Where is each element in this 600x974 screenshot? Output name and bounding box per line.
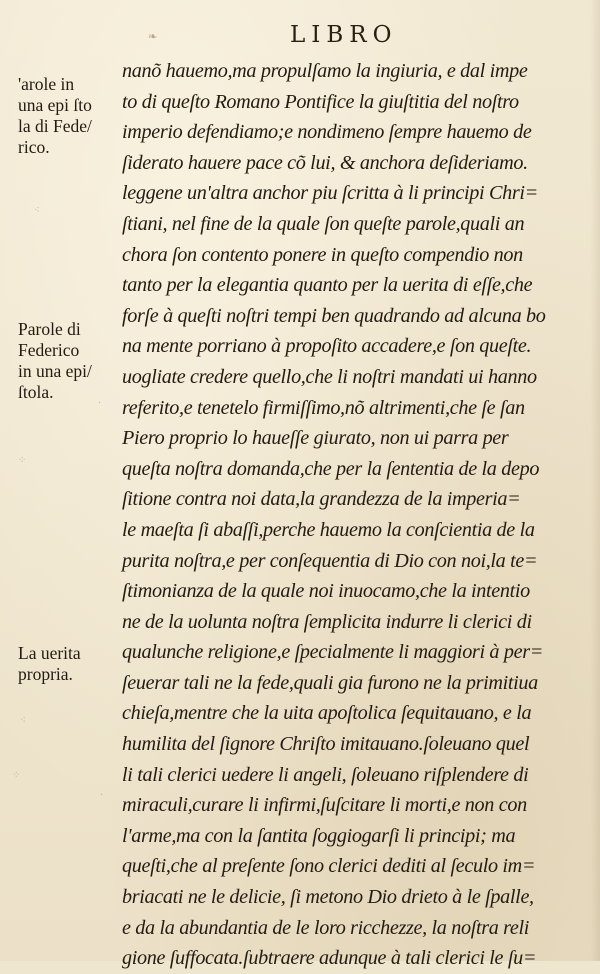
marginal-note-1 xyxy=(18,74,92,158)
ink-speck-icon: · xyxy=(98,398,102,409)
ink-speck-icon: ⁖ xyxy=(34,205,40,216)
text-line: queſta noſtra domanda,che per la ſententia de la depo xyxy=(122,457,540,480)
text-line: ne de la uolunta noſtra ſemplicita indurre li clerici di xyxy=(122,610,532,633)
main-text-block xyxy=(122,56,562,974)
text-line: chora ſon contento ponere in queſto compendio non xyxy=(122,243,523,266)
marginal-note-line: la di Fede/ xyxy=(18,116,92,136)
text-line: ſitione contra noi data,la grandezza de la imperia= xyxy=(122,488,521,511)
marginal-note-line: in una epi/ xyxy=(18,361,92,381)
marginal-note-line: Parole di xyxy=(18,319,81,339)
ink-speck-icon: ⁖ xyxy=(20,715,26,726)
marginal-note-2 xyxy=(18,319,92,403)
text-line: ſeuerar tali ne la fede,quali gia furono ne la primitiua xyxy=(122,671,538,694)
text-line: Piero proprio lo haueſſe giurato, non ui parra per xyxy=(122,427,509,450)
ink-speck-icon: ⁘ xyxy=(12,770,21,781)
text-line: queſti,che al preſente ſono clerici dediti al ſeculo im= xyxy=(122,855,536,878)
text-line: le maeſta ſi abaſſi,perche hauemo la conſcientia de la xyxy=(122,518,535,541)
text-line: gione ſuffocata.ſubtraere adunque à tali clerici le ſu= xyxy=(122,947,537,970)
ink-speck-icon: · xyxy=(100,790,104,801)
text-line: ſtimonianza de la quale noi inuocamo,che la intentio xyxy=(122,580,530,603)
text-line: referito,e tenetelo firmiſſimo,nõ altrimenti,che ſe ſan xyxy=(122,396,525,419)
head-ornament-icon: ❧ xyxy=(148,30,158,43)
text-line: forſe à queſti noſtri tempi ben quadrando ad alcuna bo xyxy=(122,304,546,327)
text-line: purita noſtra,e per conſequentia di Dio con noi,la te= xyxy=(122,549,538,572)
marginal-note-line: Federico xyxy=(18,340,80,360)
ink-speck-icon: ⁘ xyxy=(18,455,27,466)
text-line: ſtiani, nel fine de la quale ſon queſte parole,quali an xyxy=(122,212,525,235)
text-line: imperio defendiamo;e nondimeno ſempre hauemo de xyxy=(122,121,532,144)
marginal-note-line: ſtola. xyxy=(18,382,54,402)
marginal-note-line: La uerita xyxy=(18,643,81,663)
running-head: LIBRO xyxy=(290,22,398,48)
text-line: qualunche religione,e ſpecialmente li maggiori à per= xyxy=(122,641,543,664)
text-line: ſiderato hauere pace cõ lui, & anchora deſideriamo. xyxy=(122,151,528,174)
marginal-note-line: una epi ſto xyxy=(18,95,92,115)
text-line: uogliate credere quello,che li noſtri mandati ui hanno xyxy=(122,365,537,388)
marginal-note-line: rico. xyxy=(18,137,50,157)
text-line: e da la abundantia de le loro ricchezze, la noſtra reli xyxy=(122,916,530,939)
text-line: na mente porriano à propoſito accadere,e ſon queſte. xyxy=(122,335,532,358)
text-line: to di queſto Romano Pontifice la giuſtitia del noſtro xyxy=(122,90,519,113)
text-line: nanõ hauemo,ma propulſamo la ingiuria, e dal impe xyxy=(122,60,528,82)
text-line: miraculi,curare li infirmi,ſuſcitare li morti,e non con xyxy=(122,794,527,817)
text-line: briacati ne le delicie, ſi metono Dio drieto à le ſpalle, xyxy=(122,886,534,909)
marginal-note-line: propria. xyxy=(18,664,73,684)
text-line: l'arme,ma con la ſantita ſoggiogarſi li principi; ma xyxy=(122,824,516,847)
text-line: chieſa,mentre che la uita apoſtolica ſequitauano, e la xyxy=(122,702,532,725)
marginal-note-line: 'arole in xyxy=(18,74,75,94)
page-edge-shadow xyxy=(590,0,600,961)
text-line: tanto per la elegantia quanto per la uerita di eſſe,che xyxy=(122,274,533,297)
marginal-note-3 xyxy=(18,643,81,685)
text-line: leggene un'altra anchor piu ſcritta à li principi Chri= xyxy=(122,182,538,205)
text-line: li tali clerici uedere li angeli, ſoleuano riſplendere di xyxy=(122,763,529,786)
text-line: humilita del ſignore Chriſto imitauano.ſoleuano quel xyxy=(122,733,530,756)
